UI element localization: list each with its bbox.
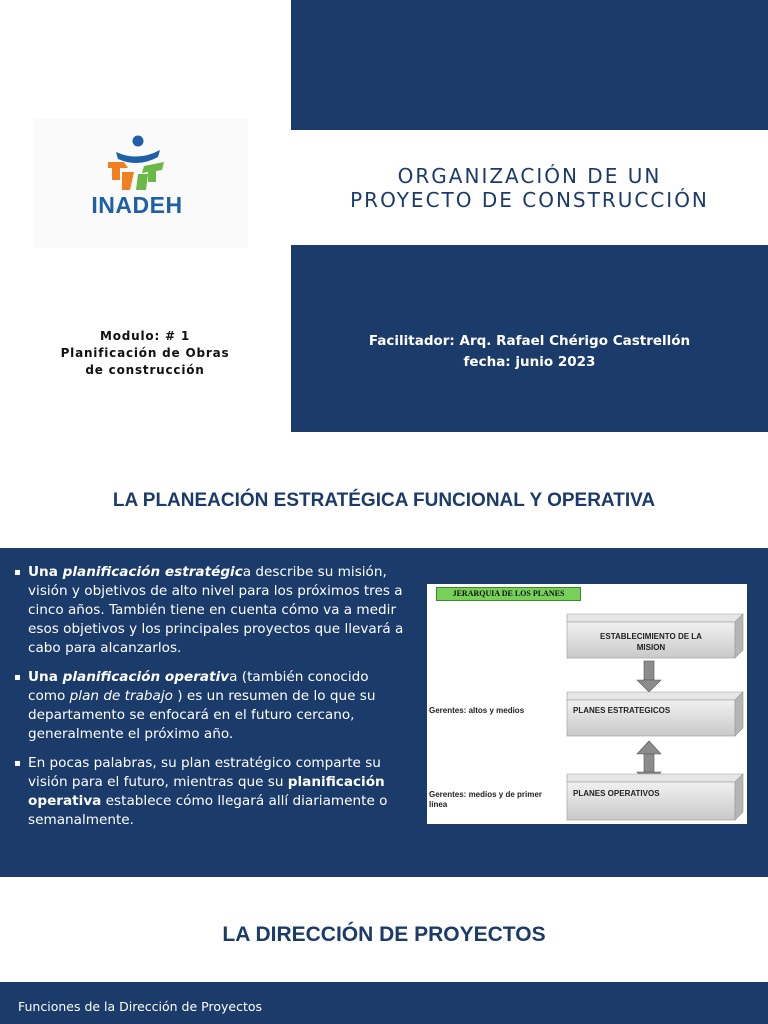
bullet-term: planificación operativ [62, 669, 230, 685]
bullet-term: planificación operativa [28, 774, 385, 809]
diagram-title-tag: JERARQUIA DE LOS PLANES [436, 587, 581, 601]
bullet-text: a describe su misión, visión y objetivos de alto nivel para los próximos tres a cinco años. También tiene en cuenta cómo va a medir esos objetivos y los principales proyectos que llevará a cabo para alcanzarlos. [28, 564, 404, 656]
bullet-text: En pocas palabras, su plan estratégico comparte su visión para el futuro, mientras que su [28, 755, 381, 790]
bullet-lead: Una [28, 669, 63, 685]
bullet-lead: Una [28, 564, 63, 580]
footer-subtitle: Funciones de la Dirección de Proyectos [18, 999, 263, 1014]
bullet-list [14, 563, 406, 840]
box-operational-label: PLANES OPERATIVOS [573, 789, 660, 798]
managers-middle-label [429, 790, 542, 810]
module-number: Modulo: # 1 [99, 329, 191, 343]
box-mission-line1: ESTABLECIMIENTO DE LA [600, 632, 702, 641]
bullet-operational [14, 668, 406, 744]
slide-heading: LA PLANEACIÓN ESTRATÉGICA FUNCIONAL Y OPERATIVA [112, 490, 656, 511]
bullet-text: ) es un resumen de lo que su departamento se enfocará en el futuro cercano, generalmente el próximo año. [28, 688, 376, 742]
presentation-date: fecha: junio 2023 [463, 354, 596, 370]
title-line1: ORGANIZACIÓN DE UN [397, 164, 662, 188]
managers-middle-line1: Gerentes: medios y de primer [429, 790, 542, 799]
module-subject-line1: Planificación de Obras [60, 346, 230, 360]
bullet-summary [14, 754, 406, 830]
presentation-title [291, 164, 768, 212]
box-strategic-label: PLANES ESTRATEGICOS [573, 706, 671, 715]
planning-slide [0, 445, 768, 877]
facilitator-name: Facilitador: Arq. Rafael Chérigo Castrellón [368, 333, 691, 349]
bullet-text: establece cómo llegará allí diariamente o semanalmente. [28, 793, 388, 828]
box-mission-line2: MISION [636, 643, 666, 652]
bullet-italic-term: plan de trabajo [69, 688, 173, 704]
facilitator-info [291, 331, 768, 373]
plans-hierarchy-diagram [427, 584, 747, 824]
bullet-marker-icon: ▪ [14, 567, 21, 578]
managers-middle-line2: línea [429, 800, 448, 809]
bullet-strategic [14, 563, 406, 658]
inadeh-logo-icon [102, 132, 172, 194]
module-info [20, 328, 270, 379]
bullet-term: planificación estratégic [62, 564, 243, 580]
arrow-down-icon [637, 661, 661, 692]
title-slide [0, 0, 768, 432]
project-direction-slide [0, 890, 768, 1024]
title-line2: PROYECTO DE CONSTRUCCIÓN [350, 188, 709, 212]
bullet-marker-icon: ▪ [14, 758, 21, 769]
box-mission-label [567, 631, 735, 653]
inadeh-logo-text: INADEH [91, 192, 183, 218]
bullet-text: a (también conocido como [28, 669, 369, 704]
module-subject-line2: de construcción [85, 363, 205, 377]
slide-heading: LA DIRECCIÓN DE PROYECTOS [222, 923, 546, 946]
diagram-shapes [427, 584, 747, 824]
managers-high-label: Gerentes: altos y medios [429, 706, 525, 715]
bullet-marker-icon: ▪ [14, 672, 21, 683]
